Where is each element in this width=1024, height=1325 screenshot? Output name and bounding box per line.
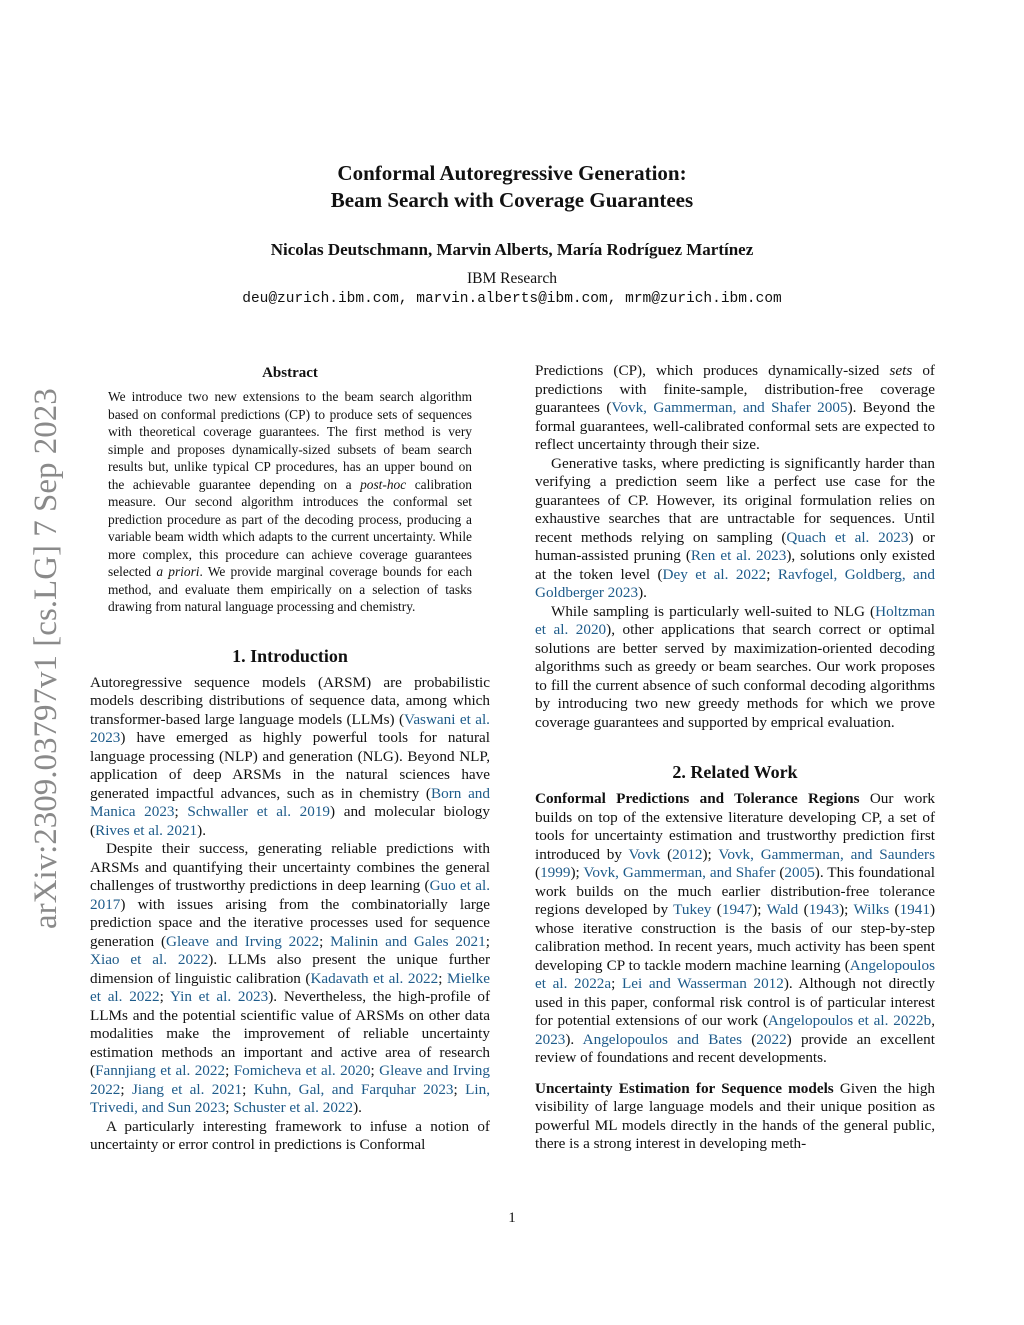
citation-link[interactable]: 2022 — [756, 1030, 787, 1048]
authors: Nicolas Deutschmann, Marvin Alberts, María Rodríguez Martínez — [270, 240, 754, 259]
text: ). — [197, 821, 206, 839]
text: ; — [159, 988, 170, 1005]
citation-link[interactable]: Vaswani et al. 2023 — [90, 710, 490, 746]
abstract-em1: post-hoc — [360, 476, 407, 492]
citation-link[interactable]: Ren et al. 2023 — [690, 547, 787, 564]
citation-link[interactable]: 1941 — [899, 901, 930, 918]
title-line-1: Conformal Autoregressive Generation: — [337, 161, 687, 185]
emphasis: sets — [889, 362, 913, 379]
citation-link[interactable]: Schuster et al. 2022 — [233, 1099, 354, 1116]
citation-link[interactable]: Fomicheva et al. 2020 — [233, 1062, 371, 1079]
text: ; — [225, 1099, 234, 1116]
text: ). — [638, 584, 647, 601]
citation-link[interactable]: Ravfogel, Goldberg, and Goldberger 2023 — [535, 565, 935, 601]
text: Our work builds on top of the extensive literature developing CP, a set of tools for uncertainty estimation and trustworthy prediction first introduced by — [535, 790, 935, 863]
abstract-heading: Abstract — [262, 365, 318, 381]
intro-paragraph-2 — [90, 840, 490, 1118]
text: ); — [839, 901, 854, 918]
text: ; — [766, 565, 778, 583]
citation-link[interactable]: Dey et al. 2022 — [662, 565, 767, 583]
paragraph-heading: Conformal Predictions and Tolerance Regions — [535, 790, 860, 807]
text: ; — [485, 932, 490, 950]
text: Autoregressive sequence models (ARSM) are probabilistic models describing distributions of sequence data, among which transformer-based large language models (LLMs) ( — [90, 673, 490, 728]
citation-link[interactable]: Born and Manica 2023 — [90, 784, 490, 820]
text: Despite their success, generating reliable predictions with ARSMs and quantifying their uncertainty combines the general challenges of trustworthy predictions in deep learning ( — [90, 840, 490, 894]
text: ). — [565, 1030, 583, 1048]
left-column — [90, 362, 490, 1155]
citation-link[interactable]: Vovk — [628, 845, 661, 863]
intro-paragraph-5 — [535, 603, 935, 733]
text: ) have emerged as highly powerful tools for natural language processing (NLP) and generation (NLG). Beyond NLP, application of deep ARSMs in the natural sciences have generated impactful advances, such as in chemistry ( — [90, 729, 490, 802]
intro-paragraph-3: A particularly interesting framework to infuse a notion of uncertainty or error control in predictions is Conformal — [90, 1117, 490, 1153]
text: While sampling is particularly well-suited to NLG ( — [551, 602, 876, 620]
citation-link[interactable]: Vovk, Gammerman, and Shafer 2005 — [611, 399, 848, 416]
section-heading-introduction: 1. Introduction — [232, 645, 348, 666]
text: Given the high visibility of large language models and their unique position as powerful ML models directly in the hands of the general public, there is a strong interest in developing meth- — [535, 1079, 936, 1152]
citation-link[interactable]: Fannjiang et al. 2022 — [95, 1062, 226, 1079]
citation-link[interactable]: 2023 — [535, 1030, 566, 1048]
text: ) whose iterative construction is the basis of our step-by-step calibration method. In recent years, much activity has been spent developing CP to tackle modern machine learning ( — [535, 901, 935, 974]
citation-link[interactable]: Xiao et al. 2022 — [90, 951, 209, 968]
abstract-t1: We introduce two new extensions to the beam search algorithm based on conformal predictions (CP) to produce sets of sequences with theoretical coverage guarantees. The first method is very simple and proposes dynamically-sized subsets of beam search results but, unlike typical CP procedures, has an upper bound on the achievable guarantee depending on a — [108, 389, 472, 492]
text: ( — [742, 1030, 757, 1048]
abstract-em2: a priori — [156, 564, 200, 579]
intro-paragraph-3-continued — [535, 362, 935, 455]
citation-link[interactable]: Vovk, Gammerman, and Saunders — [718, 845, 935, 863]
citation-link[interactable]: 1999 — [540, 864, 571, 881]
text: ). This foundational work builds on the much earlier distribution-free tolerance regions developed by — [535, 864, 935, 918]
citation-link[interactable]: 2012 — [672, 845, 703, 863]
text: ) with issues arising from the combinatorially large prediction space and the iterative processes used for sequence generation ( — [90, 895, 490, 950]
affiliation: IBM Research — [467, 270, 557, 287]
right-column — [535, 362, 935, 1154]
citation-link[interactable]: Wilks — [853, 901, 890, 918]
text: ( — [711, 901, 722, 918]
text: Generative tasks, where predicting is significantly harder than verifying a prediction seem like a perfect use case for the guarantees of CP. However, its original formulation relies on exhaustive searches that are untractable for sequences. Until recent methods relying on sampling ( — [535, 454, 935, 546]
citation-link[interactable]: Lin, Trivedi, and Sun 2023 — [90, 1080, 490, 1116]
text: ( — [889, 901, 900, 918]
text: ), other applications that search correct or optimal solutions are better served by maximization-oriented decoding algorithms such as greedy or beam searches. Our work proposes to fill the current absence of such conformal decoding algorithms by introducing two new greedy methods for which we prove coverage guarantees and supported by emprical evaluation. — [535, 621, 935, 731]
emails: deu@zurich.ibm.com, marvin.alberts@ibm.com, mrm@zurich.ibm.com — [242, 291, 782, 307]
abstract-text — [108, 388, 472, 616]
citation-link[interactable]: Jiang et al. 2021 — [131, 1080, 243, 1098]
text: ; — [225, 1062, 234, 1079]
citation-link[interactable]: Kadavath et al. 2022 — [310, 969, 439, 987]
text: ( — [798, 901, 809, 918]
text: ). Beyond the formal guarantees, well-calibrated conformal sets are expected to reflect uncertainty through their size. — [535, 399, 935, 453]
paper-title — [150, 160, 874, 214]
abstract-t2: calibration measure. Our second algorithm introduces the conformal set prediction procedure as part of the decoding process, producing a variable beam width which adapts to the current uncertainty. While more complex, this procedure can achieve coverage guarantees selected — [108, 476, 472, 579]
citation-link[interactable]: 2005 — [784, 864, 815, 881]
text: ) or human-assisted pruning ( — [535, 528, 935, 564]
citation-link[interactable]: Rives et al. 2021 — [95, 821, 198, 839]
text: ). — [353, 1099, 362, 1116]
text: ). Nevertheless, the high-profile of LLMs and the potential scientific value of ARSMs on other data modalities make the improvement of reliable uncertainty estimation methods an important and active area of research ( — [90, 988, 491, 1079]
arxiv-stamp: arXiv:2309.03797v1 [cs.LG] 7 Sep 2023 — [28, 388, 64, 929]
text: ; — [242, 1080, 254, 1098]
text: ; — [120, 1080, 132, 1098]
citation-link[interactable]: Mielke et al. 2022 — [90, 969, 490, 1005]
citation-link[interactable]: Yin et al. 2023 — [169, 988, 269, 1005]
text: ); — [570, 864, 584, 881]
citation-link[interactable]: Lei and Wasserman 2012 — [622, 975, 784, 992]
citation-link[interactable]: Wald — [766, 901, 799, 918]
text: ; — [611, 975, 623, 992]
text: ); — [752, 901, 767, 918]
citation-link[interactable]: Gleave and Irving 2022 — [166, 932, 320, 950]
citation-link[interactable]: Schwaller et al. 2019 — [187, 803, 331, 820]
paragraph-heading: Uncertainty Estimation for Sequence models — [535, 1079, 834, 1097]
citation-link[interactable]: 1947 — [721, 901, 753, 918]
text: ). Although not directly used in this paper, conformal risk control is of particular interest for potential extensions of our work ( — [535, 975, 935, 1029]
citation-link[interactable]: Gleave and Irving 2022 — [90, 1062, 490, 1098]
citation-link[interactable]: Vovk, Gammerman, and Shafer — [583, 864, 776, 881]
citation-link[interactable]: 1943 — [808, 901, 840, 918]
citation-link[interactable]: Angelopoulos et al. 2022b — [767, 1012, 932, 1029]
intro-paragraph-4 — [535, 455, 935, 603]
text: ), solutions only existed at the token level ( — [535, 547, 935, 583]
citation-link[interactable]: Tukey — [673, 901, 712, 918]
text: ); — [702, 845, 719, 863]
citation-link[interactable]: Angelopoulos and Bates — [582, 1030, 742, 1048]
text: , — [931, 1012, 935, 1029]
text: ( — [775, 864, 785, 881]
text: ) and molecular biology ( — [90, 803, 490, 839]
citation-link[interactable]: Malinin and Gales 2021 — [330, 932, 486, 950]
related-paragraph-2 — [535, 1080, 935, 1154]
text: ; — [174, 803, 188, 820]
related-paragraph-1 — [535, 790, 935, 1068]
citation-link[interactable]: Kuhn, Gal, and Farquhar 2023 — [253, 1080, 454, 1098]
text: ). LLMs also present the unique further dimension of linguistic calibration ( — [90, 951, 490, 987]
intro-paragraph-1 — [90, 674, 490, 841]
text: of predictions with finite-sample, distribution-free coverage guarantees ( — [535, 362, 935, 416]
text: ; — [319, 932, 331, 950]
text: ) provide an excellent review of foundations and recent developments. — [535, 1030, 935, 1066]
citation-link[interactable]: Holtzman et al. 2020 — [535, 602, 935, 638]
text: ; — [370, 1062, 380, 1079]
citation-link[interactable]: Quach et al. 2023 — [786, 528, 909, 546]
citation-link[interactable]: Angelopoulos et al. 2022a — [535, 956, 935, 992]
text: ( — [535, 864, 541, 881]
title-line-2: Beam Search with Coverage Guarantees — [330, 188, 694, 212]
abstract-t3: . We provide marginal coverage bounds for each method, and evaluate them empirically on a selection of tasks drawing from natural language processing and chemistry. — [108, 564, 473, 614]
citation-link[interactable]: Guo et al. 2017 — [90, 877, 491, 913]
text: ( — [660, 845, 673, 863]
text: Predictions (CP), which produces dynamically-sized — [535, 362, 890, 379]
text: ; — [438, 969, 447, 987]
page-number: 1 — [508, 1210, 516, 1226]
text: ; — [453, 1080, 466, 1098]
section-heading-related-work: 2. Related Work — [672, 762, 798, 782]
